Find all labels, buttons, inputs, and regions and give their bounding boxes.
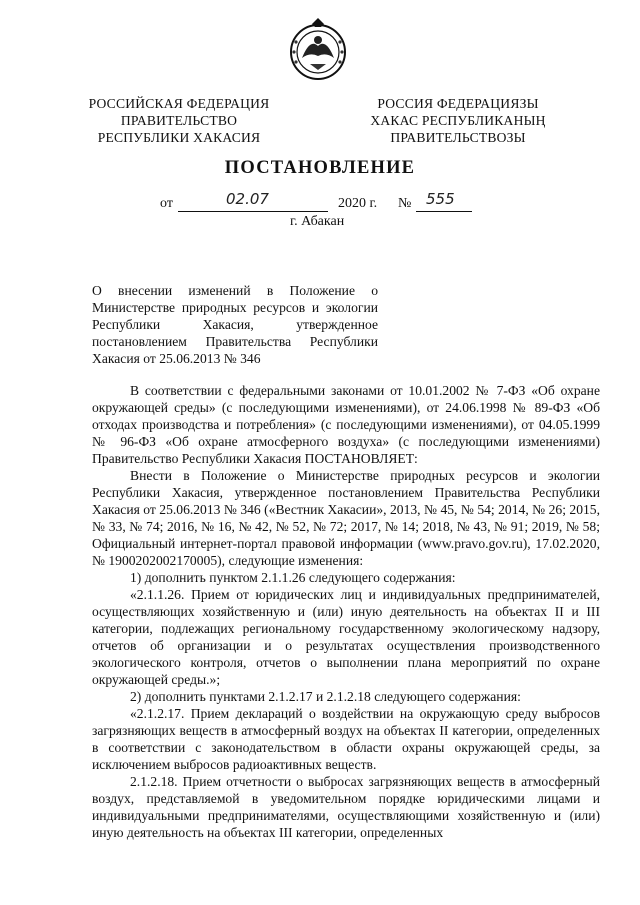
paragraph: 2.1.2.18. Прием отчетности о выбросах загрязняющих веществ в атмосферный воздух, представляемой в уведомительном порядке юридическими лицами и индивидуальными предпринимателями, осуществляющими хозяйственную и (или) иную деятельность на объектах III категории, определенных (92, 774, 600, 840)
header-right-line: ХАКАС РЕСПУБЛИКАНЫҢ (370, 113, 546, 128)
header-left-line: РЕСПУБЛИКИ ХАКАСИЯ (97, 130, 261, 145)
header-left-line: ПРАВИТЕЛЬСТВО (120, 113, 238, 128)
header-right (358, 95, 558, 146)
header-left-line: РОССИЙСКАЯ ФЕДЕРАЦИЯ (88, 96, 270, 111)
paragraph: «2.1.1.26. Прием от юридических лиц и индивидуальных предпринимателей, осуществляющих хозяйственную и (или) иную деятельность на объектах II и III категории, подлежащих региональному государственному экологическому надзору, отчетов об организации и о результатах осуществления производственного экологического контроля, отчетов о выполнении плана мероприятий по охране окружающей среды.»; (92, 587, 600, 687)
paragraph: Внести в Положение о Министерстве природных ресурсов и экологии Республики Хакасия, утвержденное постановлением Правительства Республики Хакасия от 25.06.2013 № 346 («Вестник Хакасии», 2013, № 45, № 54; 2014, № 26; 2015, № 33, № 74; 2016, № 16, № 42, № 52, № 72; 2017, № 14; 2018, № 43, № 91; 2019, № 58; Официальный интернет-портал правовой информации (www.pravo.gov.ru), 17.02.2020, № 1900202002170005), следующие изменения: (92, 468, 600, 568)
number-underline (416, 211, 472, 212)
handwritten-date: 02.07 (226, 190, 269, 208)
date-underline (178, 211, 328, 212)
paragraph: В соответствии с федеральными законами от 10.01.2002 № 7-ФЗ «Об охране окружающей среды» (с последующими изменениями), от 24.06.1998 № 89-ФЗ «Об отходах производства и потребления» (с последующими изменениями), от 04.05.1999 № 96-ФЗ «Об охране атмосферного воздуха» (с последующими изменениями) Правительство Республики Хакасия ПОСТАНОВЛЯЕТ: (92, 383, 600, 466)
paragraph: «2.1.2.17. Прием деклараций о воздействии на окружающую среду выбросов загрязняющих веществ в атмосферный воздух на объектах II категории, определенных в соответствии с законодательством в области охраны окружающей среды, за исключением выбросов радиоактивных веществ. (92, 706, 600, 772)
header-left (74, 95, 284, 146)
document-body (92, 382, 600, 840)
header-right-line: ПРАВИТЕЛЬСТВОЗЫ (390, 130, 526, 145)
document-subject: О внесении изменений в Положение о Министерстве природных ресурсов и экологии Республики Хакасия, утвержденное постановлением Правительства Республики Хакасия от 25.06.2013 № 346 (92, 283, 378, 366)
date-year: 2020 г. (338, 196, 378, 211)
coat-of-arms-icon (288, 18, 348, 82)
number-sign: № (398, 196, 412, 211)
paragraph: 1) дополнить пунктом 2.1.1.26 следующего содержания: (130, 570, 456, 585)
date-prefix: от (160, 196, 173, 211)
paragraph: 2) дополнить пунктами 2.1.2.17 и 2.1.2.18 следующего содержания: (130, 689, 521, 704)
header-right-line: РОССИЯ ФЕДЕРАЦИЯЗЫ (377, 96, 539, 111)
city: г. Абакан (290, 214, 345, 229)
document-title: ПОСТАНОВЛЕНИЕ (224, 158, 416, 178)
handwritten-number: 555 (426, 190, 455, 208)
date-line (0, 190, 640, 216)
